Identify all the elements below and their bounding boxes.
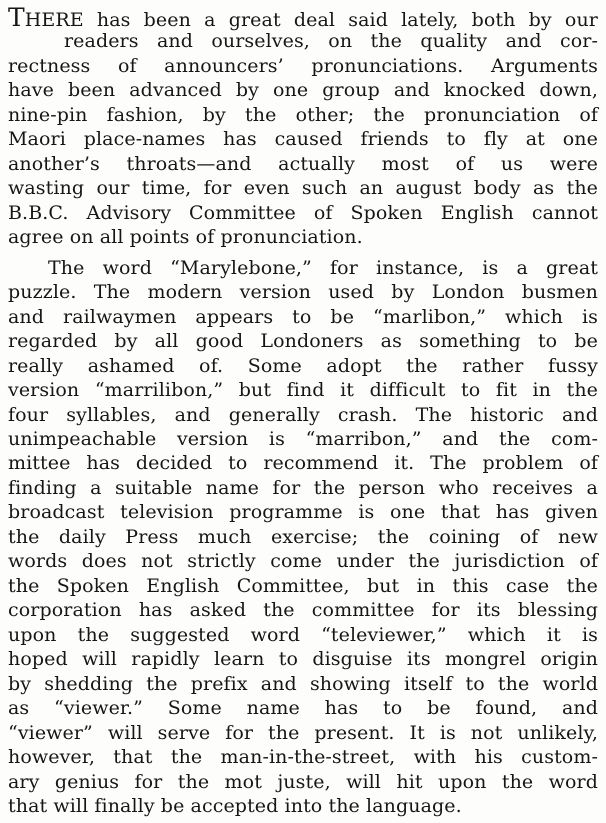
article-line: four syllables, and generally crash. The historic and xyxy=(8,404,598,426)
article-line: readers and ourselves, on the quality and cor- xyxy=(64,30,598,52)
article-line: that will finally be accepted into the language. xyxy=(8,795,462,817)
article-line: hoped will rapidly learn to disguise its mongrel origin xyxy=(8,648,598,670)
article-line: corporation has asked the committee for its blessing xyxy=(8,599,598,621)
article-line xyxy=(8,5,598,30)
article-line: the daily Press much exercise; the coining of new xyxy=(8,526,598,548)
drop-cap: T xyxy=(8,3,25,32)
article-line: B.B.C. Advisory Committee of Spoken English cannot xyxy=(8,202,598,224)
article-line: finding a suitable name for the person who receives a xyxy=(8,477,598,499)
article-line: however, that the man-in-the-street, with his custom- xyxy=(8,746,598,768)
article-line: ary genius for the mot juste, will hit upon the word xyxy=(8,771,598,793)
article-line: by shedding the prefix and showing itself to the world xyxy=(8,673,598,695)
article-line: unimpeachable version is “marribon,” and the com- xyxy=(8,428,598,450)
article-line: words does not strictly come under the jurisdiction of xyxy=(8,550,598,572)
article-line: The word “Marylebone,” for instance, is a great xyxy=(48,257,598,279)
article-line: agree on all points of pronunciation. xyxy=(8,226,363,248)
article-line: mittee has decided to recommend it. The problem of xyxy=(8,452,598,474)
article-line: as “viewer.” Some name has to be found, and xyxy=(8,697,598,719)
article-line: upon the suggested word “televiewer,” which it is xyxy=(8,624,598,646)
article-line: regarded by all good Londoners as something to be xyxy=(8,330,598,352)
article-line: really ashamed of. Some adopt the rather fussy xyxy=(8,355,598,377)
article-line: the Spoken English Committee, but in this case the xyxy=(8,575,598,597)
article-line: broadcast television programme is one that has given xyxy=(8,501,598,523)
article-line: Maori place-names has caused friends to fly at one xyxy=(8,128,598,150)
article-line: version “marrilibon,” but find it difficult to fit in the xyxy=(8,379,598,401)
article-line: “viewer” will serve for the present. It is not unlikely, xyxy=(8,722,598,744)
article-line: have been advanced by one group and knocked down, xyxy=(8,79,598,101)
article-line: rectness of announcers’ pronunciations. Arguments xyxy=(8,55,598,77)
article-line: nine-pin fashion, by the other; the pronunciation of xyxy=(8,104,598,126)
article-line: and railwaymen appears to be “marlibon,” which is xyxy=(8,306,598,328)
article-line-text: HERE has been a great deal said lately, both by our xyxy=(24,9,598,31)
article-line: another’s throats—and actually most of us were xyxy=(8,153,598,175)
article-line: puzzle. The modern version used by London busmen xyxy=(8,281,598,303)
article-line: wasting our time, for even such an august body as the xyxy=(8,177,598,199)
